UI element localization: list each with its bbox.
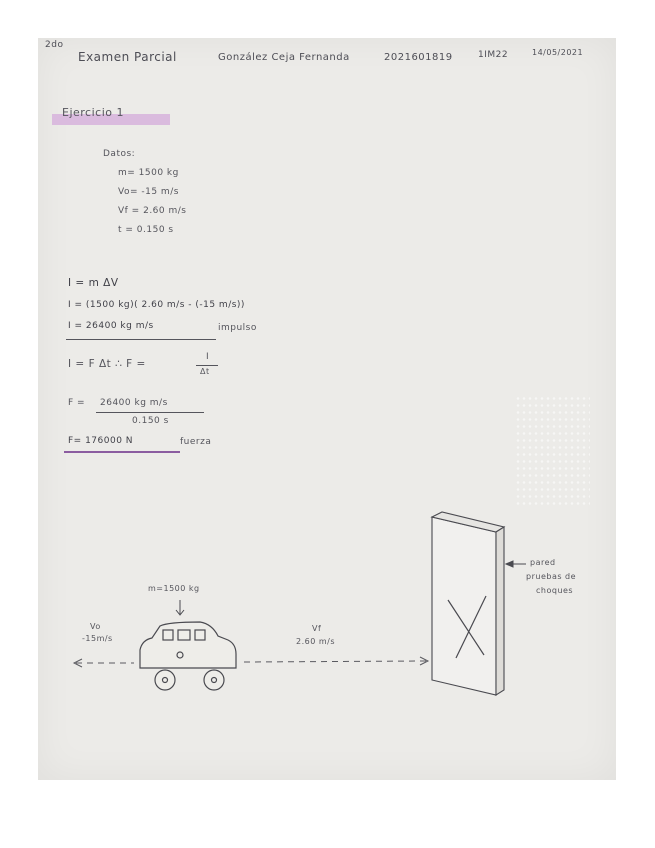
dato-vf: Vf = 2.60 m/s (118, 206, 187, 216)
dato-mass: m= 1500 kg (118, 168, 179, 178)
exam-date: 14/05/2021 (532, 48, 584, 57)
wall-note-line3: choques (536, 586, 574, 595)
vf-value: 2.60 m/s (296, 637, 336, 646)
exam-title: Examen Parcial (78, 50, 177, 64)
wall-note-arrow (506, 561, 526, 567)
impulse-formula: I = m ΔV (68, 277, 119, 289)
datos-label: Datos: (103, 149, 136, 159)
dato-time: t = 0.150 s (118, 225, 174, 235)
exam-number: 2do (45, 40, 64, 50)
force-note: fuerza (180, 437, 212, 447)
student-name: González Ceja Fernanda (218, 52, 350, 63)
force-frac-den: Δt (200, 367, 210, 376)
mass-arrow (176, 600, 184, 615)
dato-vo: Vo= -15 m/s (118, 187, 179, 197)
group-code: 1IM22 (478, 50, 509, 60)
force-relation: I = F Δt ∴ F = (68, 358, 146, 370)
vo-value: -15m/s (82, 634, 113, 643)
vo-label: Vo (90, 622, 101, 631)
mass-label: m=1500 kg (148, 584, 200, 593)
force-result: F= 176000 N (68, 436, 134, 446)
impulse-substitution: I = (1500 kg)( 2.60 m/s - (-15 m/s)) (68, 300, 245, 310)
student-id: 2021601819 (384, 52, 453, 63)
exercise-title: Ejercicio 1 (62, 106, 124, 119)
force-frac-num: I (206, 352, 210, 362)
impulse-result: I = 26400 kg m/s (68, 321, 154, 331)
test-wall (432, 512, 504, 695)
force-denominator: 0.150 s (132, 416, 169, 426)
vf-label: Vf (312, 624, 322, 633)
car-icon (140, 622, 236, 690)
wall-note-line2: pruebas de (526, 572, 577, 581)
force-label: F = (68, 398, 86, 408)
vf-arrow (244, 661, 426, 662)
force-numerator: 26400 kg m/s (100, 398, 168, 408)
impulse-note: impulso (218, 323, 257, 333)
wall-note-line1: pared (530, 558, 556, 567)
